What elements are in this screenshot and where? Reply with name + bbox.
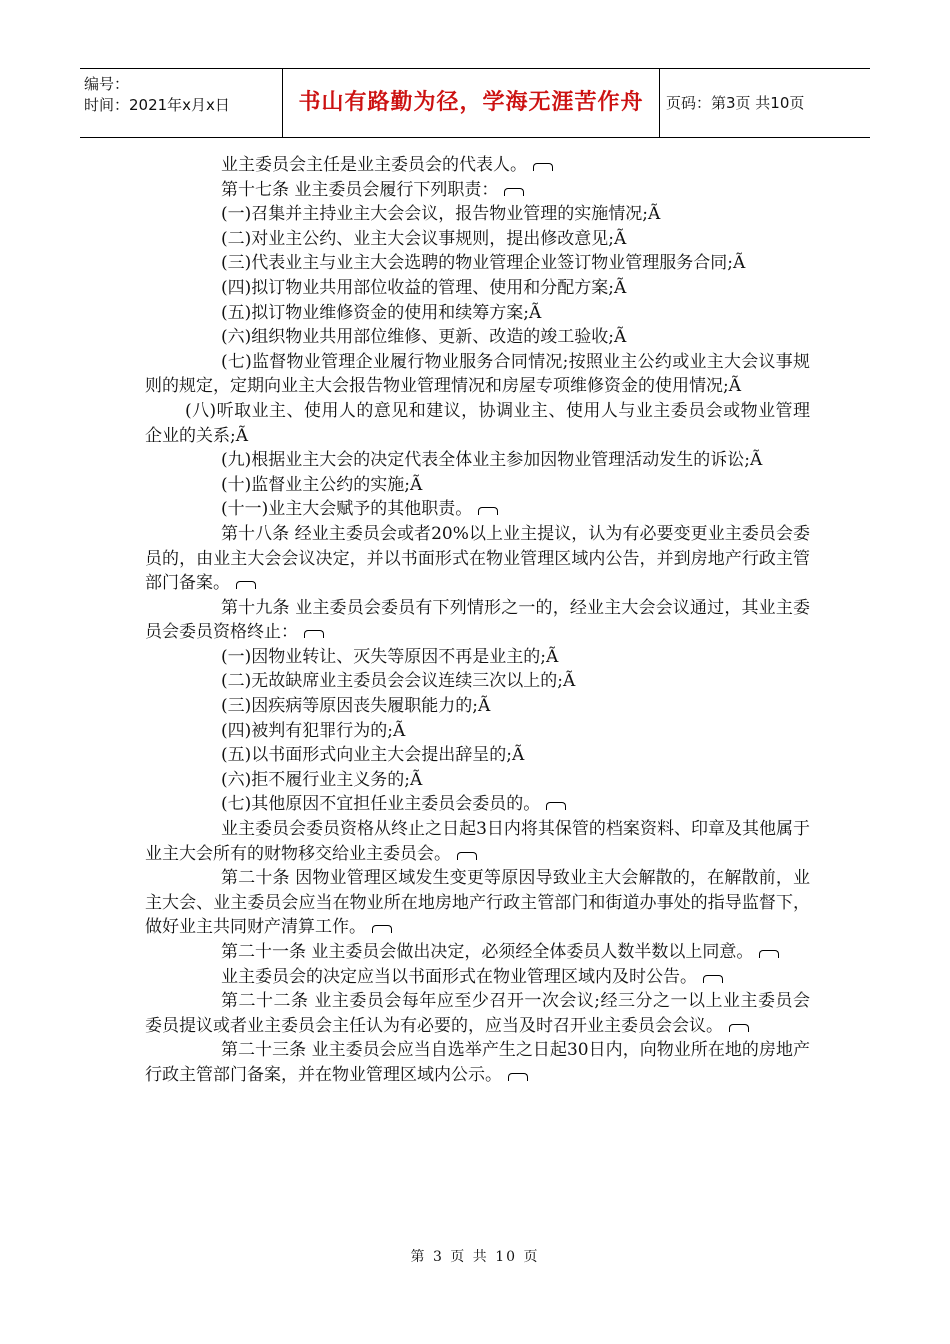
paragraph bbox=[145, 227, 810, 252]
paragraph-text: (四)被判有犯罪行为的;Ã bbox=[221, 720, 406, 741]
paragraph-mark-icon bbox=[703, 975, 723, 983]
paragraph bbox=[145, 399, 810, 448]
paragraph bbox=[145, 497, 810, 522]
paragraph-text: (八)听取业主、使用人的意见和建议，协调业主、使用人与业主委员会或物业管理企业的关系;Ã bbox=[145, 400, 810, 446]
paragraph-text: (三)因疾病等原因丧失履职能力的;Ã bbox=[221, 696, 491, 717]
paragraph-text: (十)监督业主公约的实施;Ã bbox=[221, 474, 423, 495]
paragraph-mark-icon bbox=[478, 507, 498, 515]
paragraph-text: 第二十三条 业主委员会应当自选举产生之日起30日内，向物业所在地的房地产行政主管部门备案，并在物业管理区域内公示。 bbox=[145, 1040, 810, 1085]
time-label: 时间：2021年x月x日 bbox=[84, 96, 230, 114]
paragraph bbox=[145, 473, 810, 498]
paragraph-mark-icon bbox=[759, 950, 779, 958]
paragraph-text: 第十七条 业主委员会履行下列职责： bbox=[221, 179, 499, 200]
paragraph-mark-icon bbox=[533, 163, 553, 171]
paragraph-text: (二)对业主公约、业主大会议事规则，提出修改意见;Ã bbox=[221, 228, 627, 249]
paragraph-text: (一)召集并主持业主大会会议，报告物业管理的实施情况;Ã bbox=[221, 204, 661, 225]
paragraph-text: (七)其他原因不宜担任业主委员会委员的。 bbox=[221, 794, 541, 815]
paragraph-text: 第十八条 经业主委员会或者20%以上业主提议，认为有必要变更业主委员会委员的，由业主大会会议决定，并以书面形式在物业管理区域内公告，并到房地产行政主管部门备案。 bbox=[145, 523, 810, 594]
paragraph-text: 第二十条 因物业管理区域发生变更等原因导致业主大会解散的，在解散前，业主大会、业主委员会应当在物业所在地房地产行政主管部门和街道办事处的指导监督下，做好业主共同财产清算工作。 bbox=[145, 868, 810, 938]
paragraph bbox=[145, 202, 810, 227]
paragraph-text: (九)根据业主大会的决定代表全体业主参加因物业管理活动发生的诉讼;Ã bbox=[221, 450, 763, 471]
paragraph bbox=[145, 645, 810, 670]
paragraph-text: (七)监督物业管理企业履行物业服务合同情况;按照业主公约或业主大会议事规则的规定，定期向业主大会报告物业管理情况和房屋专项维修资金的使用情况;Ã bbox=[145, 351, 810, 397]
paragraph bbox=[145, 325, 810, 350]
paragraph-mark-icon bbox=[457, 852, 477, 860]
page-header bbox=[80, 68, 870, 138]
page-footer: 第 3 页 共 10 页 bbox=[410, 1249, 540, 1265]
paragraph bbox=[145, 153, 810, 178]
paragraph bbox=[145, 768, 810, 793]
paragraph-mark-icon bbox=[546, 802, 566, 810]
paragraph-mark-icon bbox=[729, 1024, 749, 1032]
header-motto: 书山有路勤为径，学海无涯苦作舟 bbox=[283, 69, 660, 137]
paragraph bbox=[145, 817, 810, 866]
paragraph-mark-icon bbox=[504, 188, 524, 196]
paragraph-text: (五)拟订物业维修资金的使用和续筹方案;Ã bbox=[221, 302, 542, 323]
paragraph-text: 业主委员会的决定应当以书面形式在物业管理区域内及时公告。 bbox=[221, 966, 697, 987]
paragraph bbox=[145, 989, 810, 1038]
paragraph bbox=[145, 1038, 810, 1087]
paragraph bbox=[145, 965, 810, 990]
header-meta-cell bbox=[80, 69, 283, 137]
paragraph-text: (六)组织物业共用部位维修、更新、改造的竣工验收;Ã bbox=[221, 327, 627, 348]
paragraph-text: 业主委员会委员资格从终止之日起3日内将其保管的档案资料、印章及其他属于业主大会所有的财物移交给业主委员会。 bbox=[145, 819, 810, 864]
paragraph-text: 第十九条 业主委员会委员有下列情形之一的，经业主大会会议通过，其业主委员会委员资格终止： bbox=[145, 597, 810, 643]
paragraph bbox=[145, 448, 810, 473]
paragraph bbox=[145, 276, 810, 301]
paragraph bbox=[145, 792, 810, 817]
paragraph bbox=[145, 178, 810, 203]
paragraph-text: (一)因物业转让、灭失等原因不再是业主的;Ã bbox=[221, 646, 559, 667]
paragraph bbox=[145, 940, 810, 965]
paragraph bbox=[145, 596, 810, 645]
document-body bbox=[145, 153, 810, 1088]
paragraph-text: 第二十一条 业主委员会做出决定，必须经全体委员人数半数以上同意。 bbox=[221, 942, 754, 962]
paragraph bbox=[145, 301, 810, 326]
paragraph-mark-icon bbox=[236, 581, 256, 589]
header-page-info: 页码：第3页 共10页 bbox=[666, 94, 805, 112]
paragraph-text: (三)代表业主与业主大会选聘的物业管理企业签订物业管理服务合同;Ã bbox=[221, 253, 746, 274]
paragraph bbox=[145, 350, 810, 399]
paragraph-text: (四)拟订物业共用部位收益的管理、使用和分配方案;Ã bbox=[221, 277, 627, 298]
paragraph bbox=[145, 669, 810, 694]
paragraph-text: 第二十二条 业主委员会每年应至少召开一次会议;经三分之一以上业主委员会委员提议或者业主委员会主任认为有必要的，应当及时召开业主委员会会议。 bbox=[145, 991, 810, 1036]
paragraph bbox=[145, 694, 810, 719]
paragraph bbox=[145, 251, 810, 276]
paragraph-mark-icon bbox=[508, 1073, 528, 1081]
paragraph-mark-icon bbox=[372, 925, 392, 933]
paragraph-mark-icon bbox=[304, 630, 324, 638]
paragraph-text: (五)以书面形式向业主大会提出辞呈的;Ã bbox=[221, 745, 525, 766]
paragraph bbox=[145, 743, 810, 768]
code-label: 编号： bbox=[84, 75, 130, 93]
paragraph bbox=[145, 719, 810, 744]
paragraph-text: 业主委员会主任是业主委员会的代表人。 bbox=[221, 155, 527, 175]
paragraph-text: (六)拒不履行业主义务的;Ã bbox=[221, 769, 423, 790]
paragraph-text: (二)无故缺席业主委员会会议连续三次以上的;Ã bbox=[221, 671, 576, 692]
paragraph bbox=[145, 866, 810, 940]
paragraph bbox=[145, 522, 810, 596]
paragraph-text: (十一)业主大会赋予的其他职责。 bbox=[221, 499, 473, 520]
